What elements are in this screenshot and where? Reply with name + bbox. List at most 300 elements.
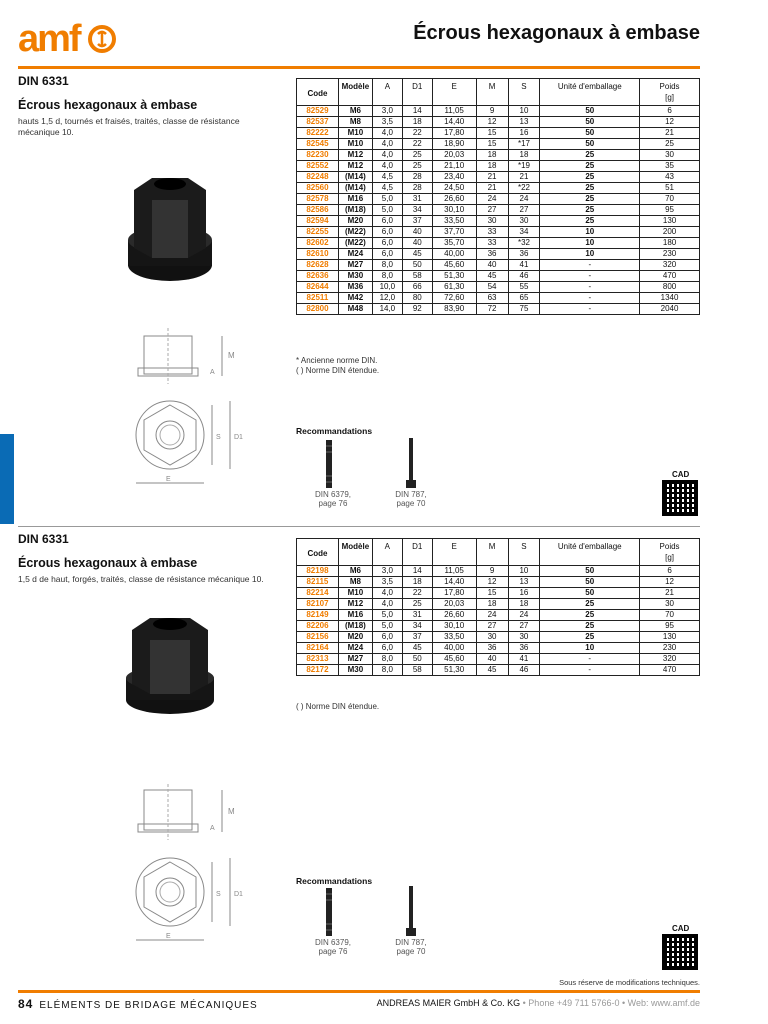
poids-unit: [g] bbox=[640, 91, 700, 105]
table-cell: M8 bbox=[338, 576, 372, 587]
qr-code-icon[interactable] bbox=[662, 480, 698, 516]
table-cell: 50 bbox=[540, 565, 640, 576]
table-cell: 45,60 bbox=[432, 259, 476, 270]
table-cell: 30 bbox=[640, 598, 700, 609]
table-cell: 65 bbox=[508, 292, 540, 303]
table-cell: 37 bbox=[402, 215, 432, 226]
table-cell: 58 bbox=[402, 270, 432, 281]
footer-company bbox=[377, 998, 700, 1008]
table-cell: 24,50 bbox=[432, 182, 476, 193]
bolt1-norm: DIN 6379, bbox=[314, 938, 352, 947]
table-cell: 55 bbox=[508, 281, 540, 292]
table-cell: 6,0 bbox=[372, 248, 402, 259]
spec-table-2 bbox=[296, 538, 700, 676]
table-cell: 1340 bbox=[640, 292, 700, 303]
table-cell: 70 bbox=[640, 609, 700, 620]
article-code-link[interactable]: 82628 bbox=[297, 259, 339, 270]
svg-text:M: M bbox=[228, 351, 235, 360]
flange-nut-photo bbox=[120, 170, 220, 290]
table-cell: 4,0 bbox=[372, 160, 402, 171]
footnote-extended-din: ( ) Norme DIN étendue. bbox=[296, 702, 380, 711]
table-row bbox=[297, 248, 700, 259]
table-cell: 14 bbox=[402, 565, 432, 576]
table-cell: 30 bbox=[640, 149, 700, 160]
table-cell: 25 bbox=[540, 598, 640, 609]
side-view-drawing bbox=[130, 784, 250, 844]
table-row bbox=[297, 303, 700, 314]
table-cell: 800 bbox=[640, 281, 700, 292]
section-divider bbox=[18, 526, 700, 527]
table-cell: 180 bbox=[640, 237, 700, 248]
article-code-link[interactable]: 82222 bbox=[297, 127, 339, 138]
col-code: Code bbox=[297, 539, 339, 566]
table-cell: 72 bbox=[476, 303, 508, 314]
table-cell: 40 bbox=[476, 653, 508, 664]
table-cell: 22 bbox=[402, 587, 432, 598]
table-cell: 51,30 bbox=[432, 664, 476, 675]
table-cell: - bbox=[540, 259, 640, 270]
table-cell: 24 bbox=[476, 609, 508, 620]
table-row bbox=[297, 653, 700, 664]
table-cell: 35 bbox=[640, 160, 700, 171]
svg-text:A: A bbox=[210, 825, 215, 832]
table-cell: 21 bbox=[476, 182, 508, 193]
top-view-drawing bbox=[130, 395, 250, 490]
chapter-tab bbox=[0, 434, 14, 524]
table-cell: 21 bbox=[640, 127, 700, 138]
article-code-link[interactable]: 82214 bbox=[297, 587, 339, 598]
table-cell: 40,00 bbox=[432, 642, 476, 653]
top-view-drawing bbox=[130, 852, 250, 947]
table-cell: 230 bbox=[640, 642, 700, 653]
company-name: ANDREAS MAIER GmbH & Co. KG bbox=[376, 998, 521, 1008]
table-cell: M27 bbox=[338, 653, 372, 664]
table-row bbox=[297, 237, 700, 248]
table-cell: 30 bbox=[508, 631, 540, 642]
article-code-link[interactable]: 82610 bbox=[297, 248, 339, 259]
table-cell: 45 bbox=[476, 664, 508, 675]
table-cell: 41 bbox=[508, 653, 540, 664]
amf-logo bbox=[18, 18, 120, 60]
table-cell: 10 bbox=[540, 237, 640, 248]
table-cell: 3,0 bbox=[372, 105, 402, 116]
article-code-link[interactable]: 82636 bbox=[297, 270, 339, 281]
table-cell: 4,0 bbox=[372, 127, 402, 138]
table-cell: 25 bbox=[540, 204, 640, 215]
table-cell: 4,5 bbox=[372, 171, 402, 182]
table-cell: 10,0 bbox=[372, 281, 402, 292]
article-code-link[interactable]: 82537 bbox=[297, 116, 339, 127]
table-cell: 18 bbox=[508, 149, 540, 160]
bolt1-norm: DIN 6379, bbox=[314, 490, 352, 499]
poids-unit: [g] bbox=[640, 551, 700, 565]
col-a: A bbox=[372, 79, 402, 92]
article-code-link[interactable]: 82578 bbox=[297, 193, 339, 204]
table-row bbox=[297, 664, 700, 675]
table-cell: 3,5 bbox=[372, 576, 402, 587]
table-cell: 21 bbox=[640, 587, 700, 598]
article-code-link[interactable]: 82107 bbox=[297, 598, 339, 609]
qr-code-icon[interactable] bbox=[662, 934, 698, 970]
table-cell: 12 bbox=[640, 116, 700, 127]
table-cell: M16 bbox=[338, 609, 372, 620]
table-cell: M30 bbox=[338, 664, 372, 675]
svg-text:D1: D1 bbox=[234, 891, 243, 898]
table-cell: 92 bbox=[402, 303, 432, 314]
table-cell: 6,0 bbox=[372, 237, 402, 248]
table-cell: M20 bbox=[338, 631, 372, 642]
svg-text:E: E bbox=[166, 933, 171, 940]
table-cell: 12 bbox=[476, 116, 508, 127]
article-code-link[interactable]: 82156 bbox=[297, 631, 339, 642]
article-code-link[interactable]: 82164 bbox=[297, 642, 339, 653]
table-cell: 36 bbox=[508, 642, 540, 653]
article-code-link[interactable]: 82602 bbox=[297, 237, 339, 248]
table-cell: 30 bbox=[476, 631, 508, 642]
svg-text:A: A bbox=[210, 369, 215, 376]
table-cell: 26,60 bbox=[432, 193, 476, 204]
table-cell: *32 bbox=[508, 237, 540, 248]
table-cell: (M18) bbox=[338, 204, 372, 215]
table-cell: - bbox=[540, 303, 640, 314]
table-cell: 95 bbox=[640, 620, 700, 631]
table-cell: 40 bbox=[402, 226, 432, 237]
table-cell: 130 bbox=[640, 631, 700, 642]
table-row bbox=[297, 127, 700, 138]
table-cell: 9 bbox=[476, 105, 508, 116]
table-cell: 25 bbox=[540, 631, 640, 642]
table-cell: 33 bbox=[476, 237, 508, 248]
product-description: hauts 1,5 d, tournés et fraisés, traités, classe de résistance mécanique 10. bbox=[18, 116, 240, 137]
table-cell: 25 bbox=[402, 160, 432, 171]
table-cell: 75 bbox=[508, 303, 540, 314]
table-cell: 6,0 bbox=[372, 642, 402, 653]
table-cell: 50 bbox=[402, 259, 432, 270]
col-s: S bbox=[508, 539, 540, 552]
table-cell: *19 bbox=[508, 160, 540, 171]
cad-label: CAD bbox=[672, 470, 690, 479]
table-cell: 46 bbox=[508, 270, 540, 281]
table-cell: 27 bbox=[508, 620, 540, 631]
page-number: 84 bbox=[18, 997, 34, 1011]
table-cell: 54 bbox=[476, 281, 508, 292]
table-cell: (M22) bbox=[338, 226, 372, 237]
table-cell: 8,0 bbox=[372, 270, 402, 281]
table-cell: 14,40 bbox=[432, 576, 476, 587]
table-cell: M12 bbox=[338, 598, 372, 609]
table-cell: 6,0 bbox=[372, 215, 402, 226]
table-cell: *17 bbox=[508, 138, 540, 149]
table-cell: 51,30 bbox=[432, 270, 476, 281]
table-cell: 45,60 bbox=[432, 653, 476, 664]
table-row bbox=[297, 204, 700, 215]
table-cell: 9 bbox=[476, 565, 508, 576]
article-code-link[interactable]: 82552 bbox=[297, 160, 339, 171]
table-cell: 17,80 bbox=[432, 587, 476, 598]
bolt-caption-2 bbox=[388, 490, 434, 508]
table-cell: 470 bbox=[640, 270, 700, 281]
table-row bbox=[297, 565, 700, 576]
table-cell: 31 bbox=[402, 609, 432, 620]
t-bolt-icon bbox=[404, 886, 418, 938]
table-cell: 72,60 bbox=[432, 292, 476, 303]
table-row bbox=[297, 193, 700, 204]
product-title: Écrous hexagonaux à embase bbox=[18, 98, 198, 112]
table-cell: 20,03 bbox=[432, 598, 476, 609]
article-code-link[interactable]: 82560 bbox=[297, 182, 339, 193]
table-cell: 10 bbox=[540, 248, 640, 259]
article-code-link[interactable]: 82149 bbox=[297, 609, 339, 620]
table-cell: 95 bbox=[640, 204, 700, 215]
article-code-link[interactable]: 82800 bbox=[297, 303, 339, 314]
footer-section-title: ELÉMENTS DE BRIDAGE MÉCANIQUES bbox=[39, 1000, 258, 1011]
company-contact: • Phone +49 711 5766-0 • Web: www.amf.de bbox=[520, 998, 700, 1008]
table-cell: (M22) bbox=[338, 237, 372, 248]
header-rule bbox=[18, 66, 700, 69]
table-row bbox=[297, 281, 700, 292]
article-code-link[interactable]: 82172 bbox=[297, 664, 339, 675]
cad-label: CAD bbox=[672, 924, 690, 933]
table-cell: 34 bbox=[402, 204, 432, 215]
table-cell: 320 bbox=[640, 259, 700, 270]
article-code-link[interactable]: 82586 bbox=[297, 204, 339, 215]
table-row bbox=[297, 609, 700, 620]
table-cell: 6,0 bbox=[372, 631, 402, 642]
table-cell: 58 bbox=[402, 664, 432, 675]
table-cell: 21 bbox=[508, 171, 540, 182]
table-cell: *22 bbox=[508, 182, 540, 193]
table-cell: M12 bbox=[338, 160, 372, 171]
svg-text:S: S bbox=[216, 891, 221, 898]
table-cell: 14 bbox=[402, 105, 432, 116]
bolt2-page: page 70 bbox=[396, 947, 426, 956]
table-cell: 23,40 bbox=[432, 171, 476, 182]
din-label: DIN 6331 bbox=[18, 74, 69, 88]
table-cell: 83,90 bbox=[432, 303, 476, 314]
table-cell: 25 bbox=[402, 598, 432, 609]
table-cell: 11,05 bbox=[432, 105, 476, 116]
table-cell: 33,50 bbox=[432, 631, 476, 642]
table-cell: 27 bbox=[476, 204, 508, 215]
table-cell: 50 bbox=[402, 653, 432, 664]
col-e: E bbox=[432, 539, 476, 552]
table-cell: - bbox=[540, 664, 640, 675]
table-cell: 33 bbox=[476, 226, 508, 237]
table-cell: 14,40 bbox=[432, 116, 476, 127]
table-row bbox=[297, 226, 700, 237]
col-a: A bbox=[372, 539, 402, 552]
col-d1: D1 bbox=[402, 79, 432, 92]
article-code-link[interactable]: 82511 bbox=[297, 292, 339, 303]
product-title: Écrous hexagonaux à embase bbox=[18, 556, 198, 570]
table-cell: 4,5 bbox=[372, 182, 402, 193]
t-bolt-icon bbox=[404, 438, 418, 490]
technical-notice: Sous réserve de modifications techniques. bbox=[559, 978, 700, 987]
table-row bbox=[297, 642, 700, 653]
table-cell: M36 bbox=[338, 281, 372, 292]
table-cell: 25 bbox=[402, 149, 432, 160]
table-cell: 35,70 bbox=[432, 237, 476, 248]
table-cell: 36 bbox=[508, 248, 540, 259]
table-cell: M10 bbox=[338, 138, 372, 149]
table-cell: M6 bbox=[338, 105, 372, 116]
table-cell: 80 bbox=[402, 292, 432, 303]
table-cell: 15 bbox=[476, 138, 508, 149]
table-cell: 20,03 bbox=[432, 149, 476, 160]
table-cell: 18 bbox=[508, 598, 540, 609]
table-row bbox=[297, 149, 700, 160]
table-cell: 4,0 bbox=[372, 587, 402, 598]
table-cell: 50 bbox=[540, 138, 640, 149]
recommendations-label: Recommandations bbox=[296, 876, 373, 886]
table-cell: 27 bbox=[508, 204, 540, 215]
article-code-link[interactable]: 82545 bbox=[297, 138, 339, 149]
article-code-link[interactable]: 82115 bbox=[297, 576, 339, 587]
svg-text:E: E bbox=[166, 476, 171, 483]
col-poids: Poids bbox=[640, 79, 700, 92]
table-cell: 25 bbox=[540, 620, 640, 631]
table-cell: 66 bbox=[402, 281, 432, 292]
table-cell: 24 bbox=[508, 193, 540, 204]
side-view-drawing bbox=[130, 328, 250, 388]
stud-bolt-icon bbox=[322, 888, 336, 938]
col-m: M bbox=[476, 539, 508, 552]
table-row bbox=[297, 182, 700, 193]
recommendations-label: Recommandations bbox=[296, 426, 373, 436]
table-cell: M6 bbox=[338, 565, 372, 576]
bolt-caption-1 bbox=[306, 490, 360, 508]
article-code-link[interactable]: 82529 bbox=[297, 105, 339, 116]
table-cell: 5,0 bbox=[372, 193, 402, 204]
table-cell: 10 bbox=[508, 565, 540, 576]
col-modele: Modèle bbox=[338, 539, 372, 552]
article-code-link[interactable]: 82230 bbox=[297, 149, 339, 160]
table-cell: 61,30 bbox=[432, 281, 476, 292]
table-cell: (M14) bbox=[338, 171, 372, 182]
table-cell: 25 bbox=[540, 171, 640, 182]
table-cell: 21,10 bbox=[432, 160, 476, 171]
bolt1-page: page 76 bbox=[318, 499, 348, 508]
table-cell: 18 bbox=[476, 149, 508, 160]
table-cell: 50 bbox=[540, 587, 640, 598]
table-cell: M42 bbox=[338, 292, 372, 303]
footer-section bbox=[18, 997, 258, 1011]
article-code-link[interactable]: 82313 bbox=[297, 653, 339, 664]
table-cell: 50 bbox=[540, 576, 640, 587]
table-cell: 28 bbox=[402, 171, 432, 182]
forged-flange-nut-photo bbox=[118, 612, 222, 722]
svg-text:M: M bbox=[228, 807, 235, 816]
footnotes-1 bbox=[296, 356, 379, 376]
table-cell: 30,10 bbox=[432, 204, 476, 215]
table-cell: 200 bbox=[640, 226, 700, 237]
table-cell: 50 bbox=[540, 127, 640, 138]
footer-rule bbox=[18, 990, 700, 993]
table-row bbox=[297, 598, 700, 609]
table-cell: M30 bbox=[338, 270, 372, 281]
table-cell: 5,0 bbox=[372, 609, 402, 620]
table-cell: 5,0 bbox=[372, 204, 402, 215]
table-cell: 2040 bbox=[640, 303, 700, 314]
table-cell: (M18) bbox=[338, 620, 372, 631]
table-cell: 18 bbox=[402, 116, 432, 127]
table-cell: 70 bbox=[640, 193, 700, 204]
table-cell: M12 bbox=[338, 149, 372, 160]
table-cell: 12,0 bbox=[372, 292, 402, 303]
table-cell: 36 bbox=[476, 248, 508, 259]
table-cell: 37,70 bbox=[432, 226, 476, 237]
table-row bbox=[297, 631, 700, 642]
table-cell: 45 bbox=[476, 270, 508, 281]
table-cell: 27 bbox=[476, 620, 508, 631]
article-code-link[interactable]: 82198 bbox=[297, 565, 339, 576]
table-cell: 40,00 bbox=[432, 248, 476, 259]
product-description: 1,5 d de haut, forgés, traités, classe de résistance mécanique 10. bbox=[18, 574, 264, 584]
table-cell: 22 bbox=[402, 127, 432, 138]
table-cell: 45 bbox=[402, 248, 432, 259]
table-row bbox=[297, 576, 700, 587]
table-cell: 30,10 bbox=[432, 620, 476, 631]
article-code-link[interactable]: 82255 bbox=[297, 226, 339, 237]
table-cell: 25 bbox=[540, 160, 640, 171]
table-cell: 11,05 bbox=[432, 565, 476, 576]
bolt-caption-2 bbox=[388, 938, 434, 956]
table-cell: M16 bbox=[338, 193, 372, 204]
article-code-link[interactable]: 82644 bbox=[297, 281, 339, 292]
table-row bbox=[297, 587, 700, 598]
table-cell: 45 bbox=[402, 642, 432, 653]
table-cell: 25 bbox=[540, 182, 640, 193]
bolt-caption-1 bbox=[306, 938, 360, 956]
table-cell: 25 bbox=[540, 215, 640, 226]
table-cell: 24 bbox=[476, 193, 508, 204]
table-cell: M27 bbox=[338, 259, 372, 270]
table-row bbox=[297, 215, 700, 226]
table-cell: 33,50 bbox=[432, 215, 476, 226]
table-cell: 36 bbox=[476, 642, 508, 653]
table-cell: 40 bbox=[476, 259, 508, 270]
table-cell: 4,0 bbox=[372, 598, 402, 609]
footnote-old-din: * Ancienne norme DIN. bbox=[296, 356, 378, 365]
table-cell: 13 bbox=[508, 116, 540, 127]
table-cell: 10 bbox=[540, 642, 640, 653]
table-cell: 40 bbox=[402, 237, 432, 248]
table-cell: 230 bbox=[640, 248, 700, 259]
table-cell: 25 bbox=[540, 609, 640, 620]
table-cell: 18 bbox=[476, 598, 508, 609]
table-cell: M8 bbox=[338, 116, 372, 127]
table-cell: 31 bbox=[402, 193, 432, 204]
table-cell: 43 bbox=[640, 171, 700, 182]
table-cell: 63 bbox=[476, 292, 508, 303]
table-cell: 34 bbox=[508, 226, 540, 237]
col-modele: Modèle bbox=[338, 79, 372, 92]
svg-text:S: S bbox=[216, 434, 221, 441]
article-code-link[interactable]: 82206 bbox=[297, 620, 339, 631]
col-unit: Unité d'emballage bbox=[540, 79, 640, 92]
spec-table-1 bbox=[296, 78, 700, 315]
table-cell: M20 bbox=[338, 215, 372, 226]
table-row bbox=[297, 171, 700, 182]
article-code-link[interactable]: 82248 bbox=[297, 171, 339, 182]
table-cell: 34 bbox=[402, 620, 432, 631]
bolt2-page: page 70 bbox=[396, 499, 426, 508]
table-cell: 24 bbox=[508, 609, 540, 620]
table-row bbox=[297, 270, 700, 281]
table-cell: 18 bbox=[476, 160, 508, 171]
table-cell: 16 bbox=[508, 127, 540, 138]
article-code-link[interactable]: 82594 bbox=[297, 215, 339, 226]
